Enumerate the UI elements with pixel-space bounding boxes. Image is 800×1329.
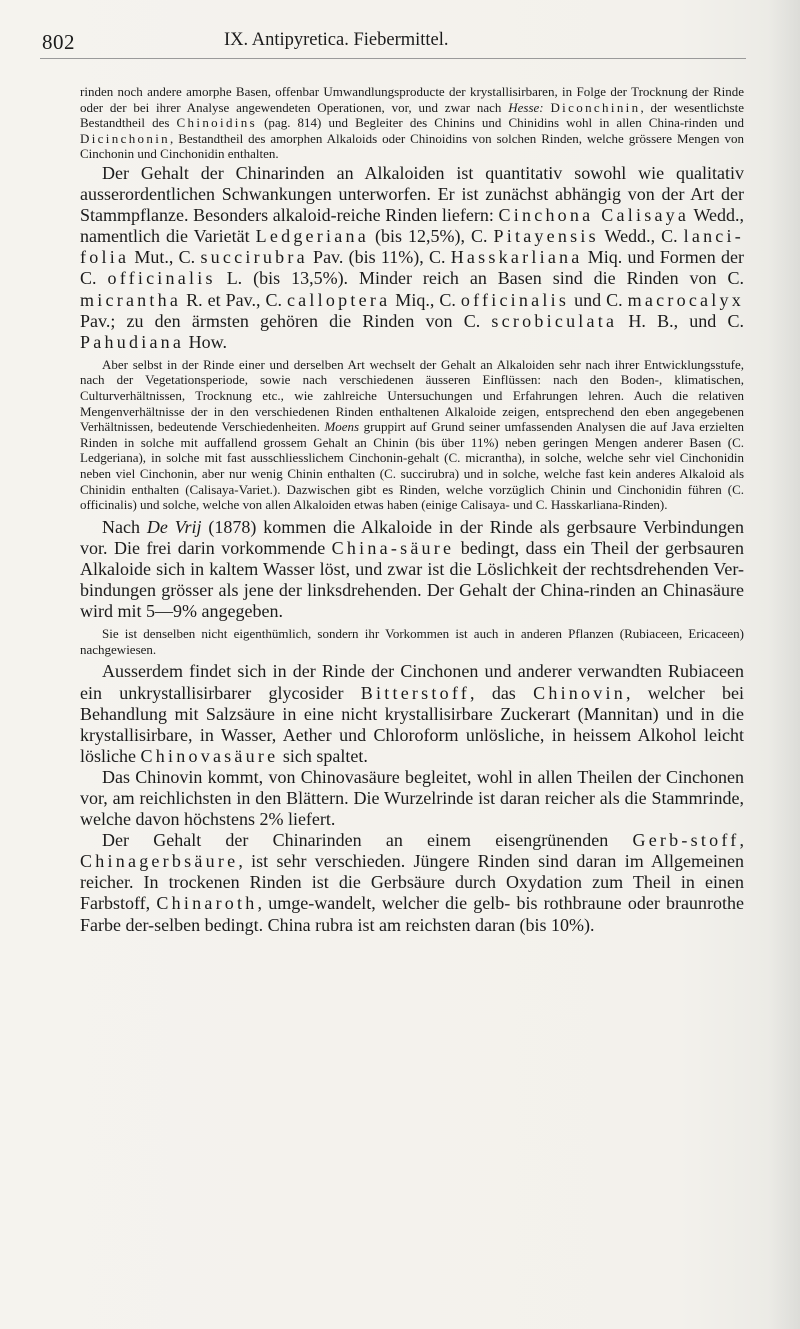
paragraph-bitterstoff: Ausserdem findet sich in der Rinde der Cinchonen und anderer verwandten Rubiaceen ein unkrystallisirbarer glycosider Bitterstoff, das Chinovin, welcher bei Behandlung mit Salzsäure in eine nicht krystallisirbare Zuckerart (Mannitan) und in die krystallisirbare, in Wasser, Aether und Chloroform unlösliche, in heissem Alkohol leicht lösliche Chinovasäure sich spaltet.: [80, 661, 744, 766]
paragraph-gerbsaure-verbindungen: Nach De Vrij (1878) kommen die Alkaloide in der Rinde als gerbsaure Verbindungen vor. Die frei darin vorkommende China-säure bedingt, dass ein Theil der gerbsauren Alkaloide sich in kaltem Wasser löst, und zwar ist die Löslichkeit der rechtsdrehenden Ver-bindungen grösser als jene der linksdrehenden. Der Gehalt der China-rinden an Chinasäure wird mit 5—9% angegeben.: [80, 516, 745, 622]
paragraph-chinovin: Das Chinovin kommt, von Chinovasäure begleitet, wohl in allen Theilen der Cinchonen vor, am reichlichsten in den Blättern. Die Wurzelrinde ist daran reicher als die Stammrinde, welche davon höchstens 2% liefert.: [80, 766, 744, 830]
paragraph-basen-intro: rinden noch andere amorphe Basen, offenbar Umwandlungsproducte der krystallisirbaren, in Folge der Trocknung der Rinde oder der bei ihrer Analyse angewendeten Operationen, vor, und zwar nach Hesse: Diconchinin, der wesentlichste Bestandtheil des Chinoidins (pag. 814) und Begleiter des Chinins und Chinidins wohl in allen China-rinden und Dicinchonin, Bestandtheil des amorphen Alkaloids oder Chinoidins von solchen Rinden, welche grössere Mengen von Cinchonin und Cinchonidin enthalten.: [80, 84, 744, 162]
paragraph-gerbstoff: Der Gehalt der Chinarinden an einem eisengrünenden Gerb-stoff, Chinagerbsäure, ist sehr verschieden. Jüngere Rinden sind daran im Allgemeinen reicher. In trockenen Rinden ist die Gerbsäure durch Oxydation zum Theil in einen Farbstoff, Chinaroth, umge-wandelt, welcher die gelb- bis rothbraune oder braunrothe Farbe der-selben bedingt. China rubra ist am reichsten daran (bis 10%).: [80, 830, 744, 935]
paragraph-chinasaeure-note: Sie ist denselben nicht eigenthümlich, sondern ihr Vorkommen ist auch in anderen Pflanzen (Rubiaceen, Ericaceen) nachgewiesen.: [80, 626, 744, 657]
page-number: 802: [42, 30, 75, 54]
paragraph-alkaloid-gehalt: Der Gehalt der Chinarinden an Alkaloiden ist quantitativ sowohl wie qualitativ ausserordentlichen Schwankungen unterworfen. Er ist zunächst abhängig von der Art der Stammpflanze. Besonders alkaloid-reiche Rinden liefern: Cinchona Calisaya Wedd., namentlich die Varietät Ledgeriana (bis 12,5%), C. Pitayensis Wedd., C. lanci-folia Mut., C. succirubra Pav. (bis 11%), C. Hasskarliana Miq. und Formen der C. officinalis L. (bis 13,5%). Minder reich an Basen sind die Rinden von C. micrantha R. et Pav., C. calloptera Miq., C. officinalis und C. macrocalyx Pav.; zu den ärmsten gehören die Rinden von C. scrobiculata H. B., und C. Pahudiana How.: [80, 162, 745, 352]
page-header: [40, 20, 746, 59]
page-body: [80, 84, 744, 936]
paragraph-schwankungen-note: Aber selbst in der Rinde einer und derselben Art wechselt der Gehalt an Alkaloiden sehr nach ihrer Entwicklungsstufe, nach der Vegetationsperiode, sowie nach verschiedenen äusseren Einflüssen: nach den Boden-, klimatischen, Culturverhältnissen, Trocknung etc., wie zahlreiche Untersuchungen und Erfahrungen lehren. Auch die relativen Mengenverhältnisse der in den verschiedenen Rinden enthaltenen Alkaloide zeigen, entsprechend den eben angegebenen Verhältnissen, bedeutende Verschiedenheiten. Moens gruppirt auf Grund seiner umfassenden Analysen die auf Java erzielten Rinden in solche mit auffallend grossem Gehalt an Chinin (bis über 11%) neben geringen Mengen anderer Basen (C. Ledgeriana), in solche mit fast ausschliesslichem Cinchonin-gehalt (C. micrantha), in solche, welche sehr viel Cinchonidin neben viel Cinchonin, aber nur wenig Chinin enthalten (C. succirubra) und in solche, welche fast kein anderes Alkaloid als Chinidin enthalten (Calisaya-Variet.). Dazwischen gibt es Rinden, welche vorzüglich Chinin und Cinchonidin führen (C. officinalis) und solche, welche von allen Alkaloiden etwas haben (einige Calisaya- und C. Hasskarliana-Rinden).: [80, 356, 744, 513]
running-title: IX. Antipyretica. Fiebermittel.: [224, 30, 449, 50]
